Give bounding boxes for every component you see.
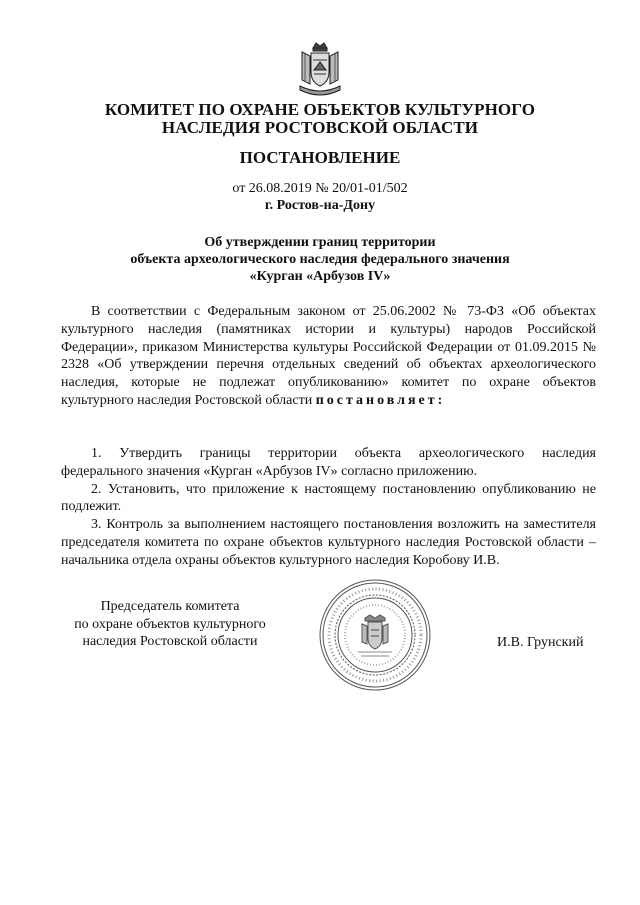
- organization-name-line1: КОМИТЕТ ПО ОХРАНЕ ОБЪЕКТОВ КУЛЬТУРНОГО: [104, 100, 536, 119]
- signatory-position-line3: наследия Ростовской области: [82, 634, 258, 649]
- decree-item-2: 2. Установить, что приложение к настоящему постановлению опубликованию не подлежит.: [61, 481, 596, 515]
- title-line3: «Курган «Арбузов IV»: [249, 269, 391, 284]
- title-line1: Об утверждении границ территории: [204, 235, 436, 250]
- signatory-position: [60, 598, 280, 651]
- date-number: от 26.08.2019 № 20/01-01/502: [232, 181, 408, 196]
- document-title: [0, 234, 640, 285]
- document-meta: [0, 180, 640, 214]
- title-line2: объекта археологического наследия федерального значения: [130, 252, 510, 267]
- organization-name: [0, 101, 640, 137]
- decree-items: [61, 445, 596, 570]
- city: г. Ростов-на-Дону: [264, 198, 376, 213]
- signatory-position-line1: Председатель комитета: [100, 599, 240, 614]
- preamble-text: В соответствии с Федеральным законом от 25.06.2002 № 73-ФЗ «Об объектах культурного наследия (памятниках истории и культуры) народов Российской Федерации», приказом Министерства культуры Российской Федерации от 01.09.2015 № 2328 «Об утверждении перечня отдельных сведений об объектах археологического наследия, которые не подлежат опубликованию» комитет по охране объектов культурного наследия Ростовской области: [61, 304, 596, 408]
- document-type: ПОСТАНОВЛЕНИЕ: [239, 148, 401, 167]
- decree-word: постановляет:: [315, 392, 446, 408]
- official-seal-icon: [318, 578, 432, 692]
- signatory-name: И.В. Грунский: [497, 635, 584, 650]
- decree-item-1: 1. Утвердить границы территории объекта археологического наследия федерального значения «Курган «Арбузов IV» согласно приложению.: [61, 446, 596, 479]
- organization-name-line2: НАСЛЕДИЯ РОСТОВСКОЙ ОБЛАСТИ: [161, 118, 479, 137]
- signatory-position-line2: по охране объектов культурного: [74, 616, 266, 632]
- decree-item-3: 3. Контроль за выполнением настоящего постановления возложить на заместителя председателя комитета по охране объектов культурного наследия Ростовской области – начальника отдела охраны объектов культурного наследия Коробову И.В.: [61, 517, 596, 568]
- coat-of-arms-icon: [296, 40, 344, 98]
- preamble: [61, 303, 596, 410]
